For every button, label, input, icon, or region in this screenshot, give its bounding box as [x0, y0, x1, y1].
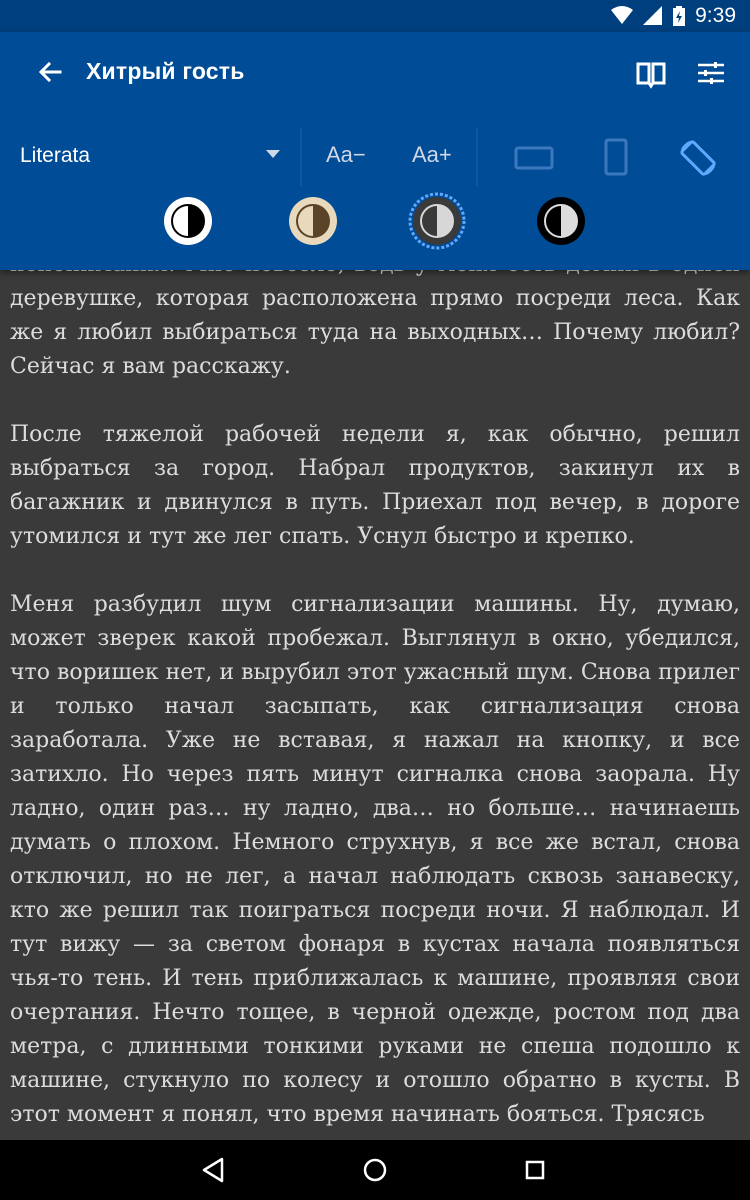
battery-icon	[673, 6, 685, 26]
dropdown-arrow-icon	[266, 150, 280, 158]
recents-square-icon[interactable]	[519, 1154, 551, 1186]
back-arrow-icon[interactable]	[34, 56, 66, 88]
theme-white-button[interactable]	[163, 196, 213, 246]
home-circle-icon[interactable]	[359, 1154, 391, 1186]
landscape-orientation-icon[interactable]	[512, 136, 556, 180]
theme-black-button[interactable]	[536, 196, 586, 246]
status-bar	[0, 0, 750, 32]
wifi-icon	[611, 6, 633, 26]
auto-rotate-icon[interactable]	[676, 136, 720, 180]
signal-icon	[643, 6, 663, 26]
font-family-value: Literata	[20, 144, 91, 167]
settings-sliders-icon[interactable]	[694, 56, 728, 90]
divider	[300, 128, 302, 186]
paragraph: деревушке, которая расположена прямо посреди леса. Как же я любил выбираться туда на выходных… Почему любил? Сейчас я вам расскажу.	[10, 286, 740, 379]
paragraph: После тяжелой рабочей недели я, как обычно, решил выбраться за город. Набрал продуктов, закинул их в багажник и двинулся в путь. Приехал под вечер, в дороге утомился и тут же лег спать. Уснул быстро и крепко.	[10, 422, 740, 549]
decrease-font-button[interactable]: Aa−	[326, 142, 366, 167]
book-open-icon[interactable]	[634, 56, 668, 90]
theme-dark-gray-button[interactable]	[408, 192, 466, 250]
portrait-orientation-icon[interactable]	[594, 136, 638, 180]
app-bar	[0, 32, 750, 270]
paragraph: Меня разбудил шум сигнализации машины. Ну, думаю, может зверек какой пробежал. Выглянул в окно, убедился, что воришек нет, и вырубил этот ужасный шум. Снова прилег и только начал засыпать, как сигнализация снова заработала. Уже не вставая, я нажал на кнопку, и все затихло. Но через пять минут сигналка снова заорала. Ну ладно, один раз… ну ладно, два… но больше… начинаешь думать о плохом. Немного струхнув, я все же встал, снова отключил, но не лег, а начал наблюдать сквозь занавеску, кто же решил так поиграться посреди ночи. Я наблюдал. И тут вижу — за светом фонаря в кустах начала появляться чья-то тень. И тень приближалась к машине, проявляя свои очертания. Нечто тощее, в черной одежде, ростом под два метра, с длинными тонкими руками не спеша подошло к машине, стукнуло по колесу и отошло обратно в кусты. В этот момент я понял, что время начинать бояться. Трясясь	[10, 592, 740, 1127]
theme-sepia-button[interactable]	[288, 196, 338, 246]
divider	[476, 128, 478, 186]
increase-font-button[interactable]: Aa+	[412, 142, 452, 167]
book-title: Хитрый гость	[86, 58, 245, 84]
back-triangle-icon[interactable]	[198, 1154, 230, 1186]
navigation-bar	[0, 1140, 750, 1200]
reader-content[interactable]	[0, 270, 750, 1140]
font-family-dropdown[interactable]	[0, 128, 298, 188]
status-time: 9:39	[695, 4, 736, 27]
